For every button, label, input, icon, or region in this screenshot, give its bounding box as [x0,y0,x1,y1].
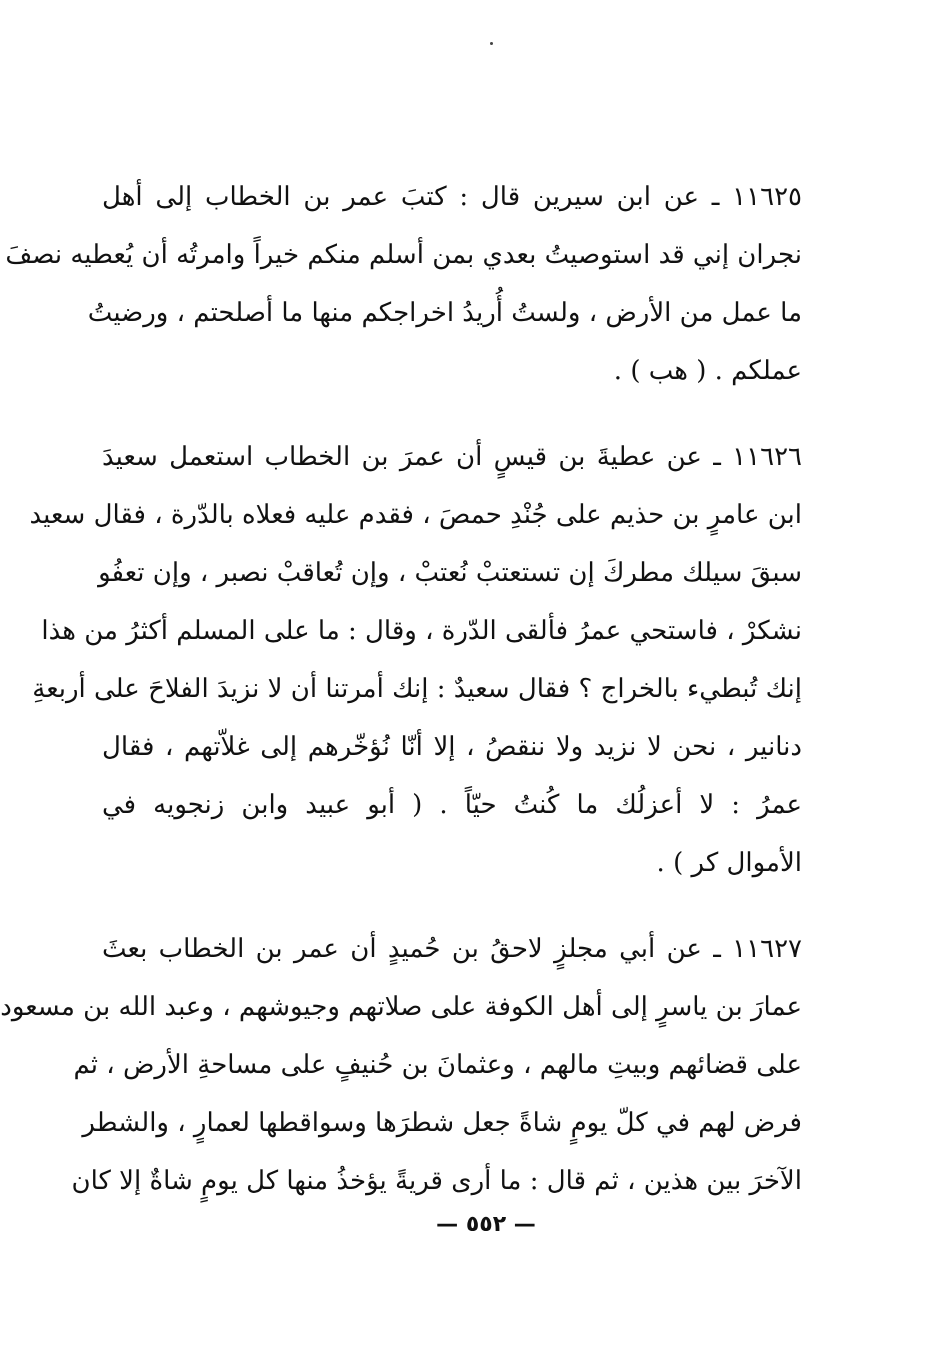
text-line: ١١٦٢٦ ـ عن عطيةَ بن قيسٍ أن عمرَ بن الخطاب استعمل سعيدَ [102,442,802,472]
text-line: ١١٦٢٧ ـ عن أبي مجلزٍ لاحقُ بن حُميدٍ أن عمر بن الخطاب بعثَ [102,934,802,964]
text-line: ابن عامرٍ بن حذيم على جُنْدِ حمصَ ، فقدم عليه فعلاه بالدّرة ، فقال سعيد [29,500,802,530]
text-line: ما عمل من الأرض ، ولستُ أُريدُ اخراجكم منها ما أصلحتم ، ورضيتُ [87,298,802,328]
text-line: عملكم . ( هب ) . [613,356,802,386]
text-line: الآخرَ بين هذين ، ثم قال : ما أرى قريةً يؤخذُ منها كل يومٍ شاةٌ إلا كان [71,1166,802,1196]
text-line: دنانير ، نحن لا نزيد ولا ننقصُ ، إلا أنّا نُؤخّرهم إلى غلاّتهم ، فقال [102,732,802,762]
hadith-paragraph-11625 [5,168,802,400]
page-number: — ٥٥٢ — [436,1212,536,1237]
text-line: فرض لهم في كلّ يومٍ شاةً جعل شطرَها وسواقطها لعمارٍ ، والشطر [82,1108,802,1138]
hadith-paragraph-11627 [0,920,802,1210]
text-line: سبقَ سيلك مطركَ إن تستعتبْ نُعتبْ ، وإن تُعاقبْ نصبر ، وإن تعفُو [98,558,802,588]
hadith-paragraph-11626 [29,428,802,892]
text-body [0,168,802,1238]
text-line: إنك تُبطيء بالخراج ؟ فقال سعيدٌ : إنك أمرتنا أن لا نزيدَ الفلاحَ على أربعةِ [32,674,802,704]
text-line: نجران إني قد استوصيتُ بعدي بمن أسلم منكم خيراً وامرتُه أن يُعطيه نصفَ [5,240,802,270]
text-line: الأموال كر ) . [656,848,802,878]
scan-speck [490,42,493,45]
text-line: نشكرْ ، فاستحي عمرُ فألقى الدّرة ، وقال : ما على المسلم أكثرُ من هذا [41,616,802,646]
text-line: عمرُ : لا أعزلُك ما كُنتُ حيّاً . ( أبو عبيد وابن زنجويه في [102,790,802,820]
text-line: ١١٦٢٥ ـ عن ابن سيرين قال : كتبَ عمر بن الخطاب إلى أهل [102,182,802,212]
text-line: عمارَ بن ياسرٍ إلى أهل الكوفة على صلاتهم وجيوشهم ، وعبد الله بن مسعود [0,992,802,1022]
text-line: على قضائهم وبيتِ مالهم ، وعثمانَ بن حُنيفٍ على مساحةِ الأرض ، ثم [73,1050,802,1080]
